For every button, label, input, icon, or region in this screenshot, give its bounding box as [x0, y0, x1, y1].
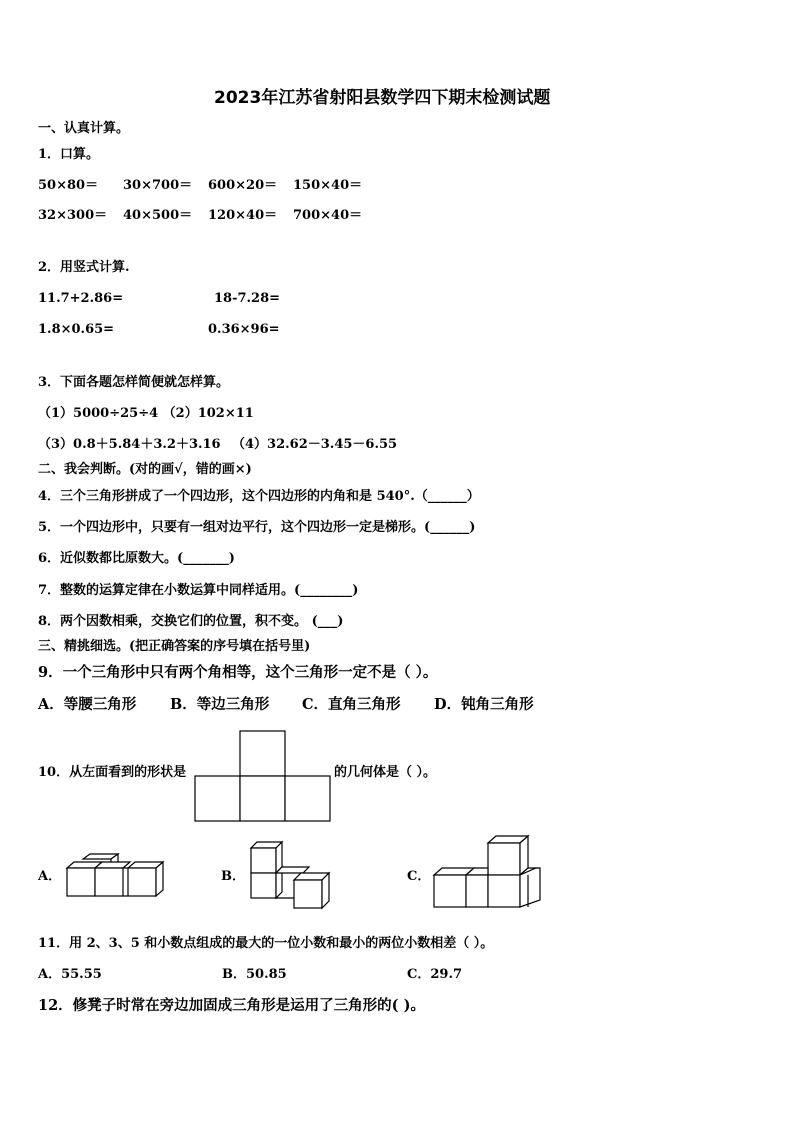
- section-2-heading: 二、我会判断。(对的画√，错的画×): [38, 462, 252, 477]
- choice-option: B．50.85: [222, 967, 287, 982]
- simplify-item: （4）32.62－3.45－6.55: [232, 437, 398, 452]
- oral-calc-item: 40×500＝: [123, 208, 193, 223]
- choice-option: B．: [221, 869, 245, 884]
- choice-option: D．钝角三角形: [434, 696, 534, 713]
- left-view-figure: [194, 730, 332, 822]
- oral-calc-item: 600×20＝: [208, 178, 278, 193]
- vertical-calc-item: 1.8×0.65=: [38, 322, 115, 337]
- question-2-label: 2．用竖式计算.: [38, 260, 130, 275]
- oral-calc-item: 30×700＝: [123, 178, 193, 193]
- question-11-stem: 11．用 2、3、5 和小数点组成的最大的一位小数和最小的两位小数相差（ ）。: [38, 936, 494, 951]
- page-title: 2023年江苏省射阳县数学四下期末检测试题: [214, 88, 551, 108]
- choice-option: A．55.55: [38, 967, 102, 982]
- oral-calc-item: 150×40＝: [293, 178, 363, 193]
- cube-figure-a: [64, 853, 166, 905]
- judge-question: 5．一个四边形中，只要有一组对边平行，这个四边形一定是梯形。(______): [38, 520, 476, 535]
- choice-option: A．: [38, 869, 62, 884]
- choice-option: B．等边三角形: [170, 696, 270, 713]
- choice-option: C．直角三角形: [302, 696, 401, 713]
- vertical-calc-item: 0.36×96=: [208, 322, 280, 337]
- simplify-item: （3）0.8＋5.84＋3.2＋3.16: [38, 437, 221, 452]
- choice-option: C．29.7: [407, 967, 463, 982]
- oral-calc-item: 120×40＝: [208, 208, 278, 223]
- judge-question: 6．近似数都比原数大。(_______): [38, 551, 235, 566]
- question-9-stem: 9．一个三角形中只有两个角相等，这个三角形一定不是（ ）。: [38, 664, 438, 681]
- question-10-stem-end: 的几何体是（ ）。: [334, 765, 437, 780]
- judge-question: 8．两个因数相乘，交换它们的位置，积不变。 (___): [38, 614, 344, 629]
- simplify-row: （1）5000÷25÷4 （2）102×11: [38, 406, 254, 421]
- question-12-stem: 12．修凳子时常在旁边加固成三角形是运用了三角形的( )。: [38, 997, 425, 1014]
- question-1-label: 1．口算。: [38, 147, 100, 162]
- oral-calc-item: 50×80＝: [38, 178, 99, 193]
- choice-option: A．等腰三角形: [38, 696, 137, 713]
- vertical-calc-item: 18-7.28=: [214, 291, 281, 306]
- oral-calc-item: 700×40＝: [293, 208, 363, 223]
- vertical-calc-item: 11.7+2.86=: [38, 291, 124, 306]
- cube-figure-c: [432, 834, 544, 916]
- section-3-heading: 三、精挑细选。(把正确答案的序号填在括号里): [38, 639, 311, 654]
- question-10-stem-start: 10．从左面看到的形状是: [38, 765, 187, 780]
- section-1-heading: 一、认真计算。: [38, 121, 130, 136]
- question-3-label: 3．下面各题怎样简便就怎样算。: [38, 375, 230, 390]
- oral-calc-item: 32×300＝: [38, 208, 108, 223]
- judge-question: 4．三个三角形拼成了一个四边形，这个四边形的内角和是 540°.（______）: [38, 489, 480, 504]
- choice-option: C．: [407, 869, 431, 884]
- cube-figure-b: [248, 840, 338, 912]
- judge-question: 7．整数的运算定律在小数运算中同样适用。(________): [38, 583, 359, 598]
